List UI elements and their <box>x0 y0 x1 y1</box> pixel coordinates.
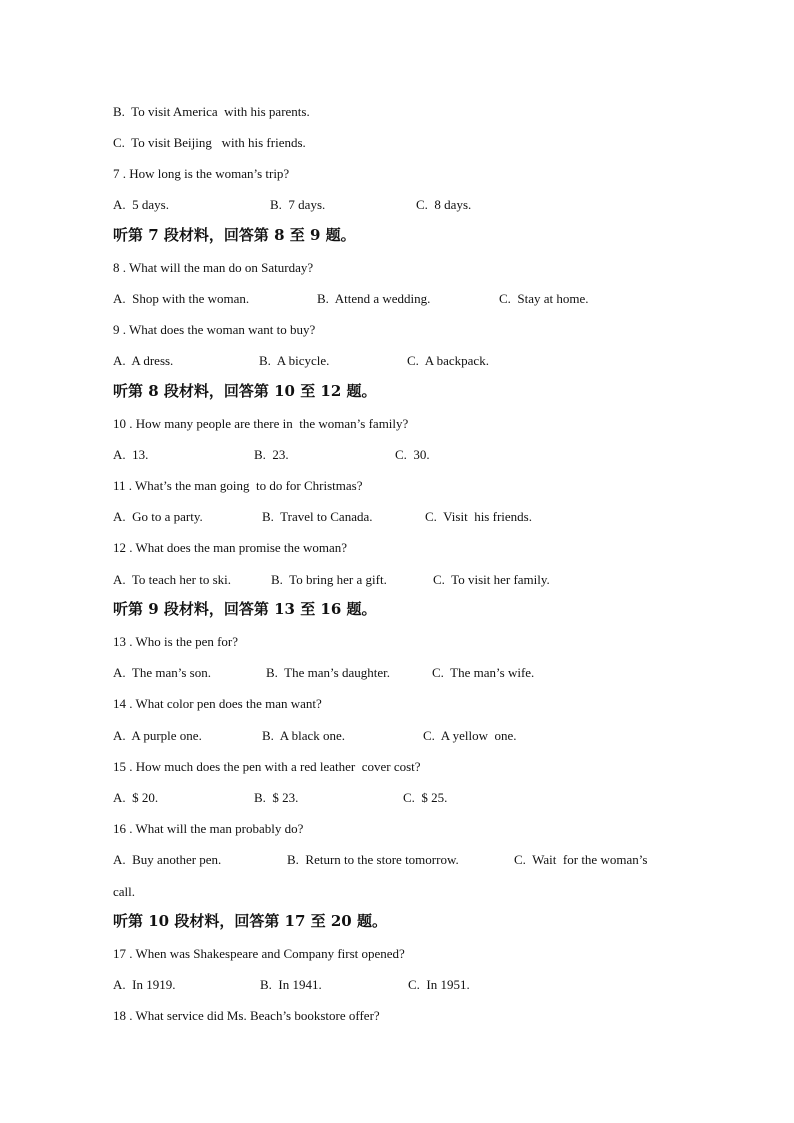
option-a: A. To teach her to ski. <box>113 572 231 587</box>
option-a: A. The man’s son. <box>113 665 211 680</box>
option-b: B. A bicycle. <box>259 353 330 368</box>
option-c: C. The man’s wife. <box>432 665 535 680</box>
option-a: A. In 1919. <box>113 977 176 992</box>
question-9: 9 . What does the woman want to buy? <box>113 322 316 337</box>
option-b: B. Return to the store tomorrow. <box>287 852 459 867</box>
option-b: B. $ 23. <box>254 790 299 805</box>
option-a: A. Shop with the woman. <box>113 291 250 306</box>
section-heading: 听第 8 段材料，回答第 10 至 12 题。 <box>113 382 377 400</box>
option-b: B. To bring her a gift. <box>271 572 387 587</box>
question-12: 12 . What does the man promise the woman? <box>113 540 348 555</box>
question-17: 17 . When was Shakespeare and Company first opened? <box>113 946 405 961</box>
option-c: C. Wait for the woman’s <box>514 852 648 867</box>
option-a: A. 5 days. <box>113 197 169 212</box>
option-a: A. Buy another pen. <box>113 852 222 867</box>
option-b: B. Travel to Canada. <box>262 509 373 524</box>
option-line-b: B. To visit America with his parents. <box>113 104 310 119</box>
option-b: B. In 1941. <box>260 977 322 992</box>
option-c: C. 30. <box>395 447 430 462</box>
section-heading: 听第 7 段材料，回答第 8 至 9 题。 <box>113 226 356 244</box>
option-c: C. In 1951. <box>408 977 470 992</box>
section-heading: 听第 9 段材料，回答第 13 至 16 题。 <box>113 600 377 618</box>
question-15: 15 . How much does the pen with a red leather cover cost? <box>113 759 421 774</box>
option-c: C. Visit his friends. <box>425 509 532 524</box>
question-10: 10 . How many people are there in the woman’s family? <box>113 416 409 431</box>
option-b: B. Attend a wedding. <box>317 291 431 306</box>
option-b: B. The man’s daughter. <box>266 665 390 680</box>
question-13: 13 . Who is the pen for? <box>113 634 239 649</box>
question-8: 8 . What will the man do on Saturday? <box>113 260 314 275</box>
option-a: A. A purple one. <box>113 728 202 743</box>
option-c: C. 8 days. <box>416 197 472 212</box>
option-b: B. 23. <box>254 447 289 462</box>
question-11: 11 . What’s the man going to do for Christmas? <box>113 478 363 493</box>
option-a: A. Go to a party. <box>113 509 203 524</box>
option-line-c: C. To visit Beijing with his friends. <box>113 135 306 150</box>
option-b: B. 7 days. <box>270 197 326 212</box>
question-16: 16 . What will the man probably do? <box>113 821 304 836</box>
option-c: C. A backpack. <box>407 353 489 368</box>
option-c: C. A yellow one. <box>423 728 517 743</box>
question-14: 14 . What color pen does the man want? <box>113 696 322 711</box>
option-a: A. $ 20. <box>113 790 159 805</box>
option-continuation: call. <box>113 884 136 899</box>
question-18: 18 . What service did Ms. Beach’s bookstore offer? <box>113 1008 380 1023</box>
option-a: A. 13. <box>113 447 149 462</box>
option-c: C. Stay at home. <box>499 291 589 306</box>
option-a: A. A dress. <box>113 353 174 368</box>
question-7: 7 . How long is the woman’s trip? <box>113 166 290 181</box>
option-c: C. $ 25. <box>403 790 448 805</box>
option-c: C. To visit her family. <box>433 572 550 587</box>
option-b: B. A black one. <box>262 728 346 743</box>
section-heading: 听第 10 段材料，回答第 17 至 20 题。 <box>113 912 387 930</box>
